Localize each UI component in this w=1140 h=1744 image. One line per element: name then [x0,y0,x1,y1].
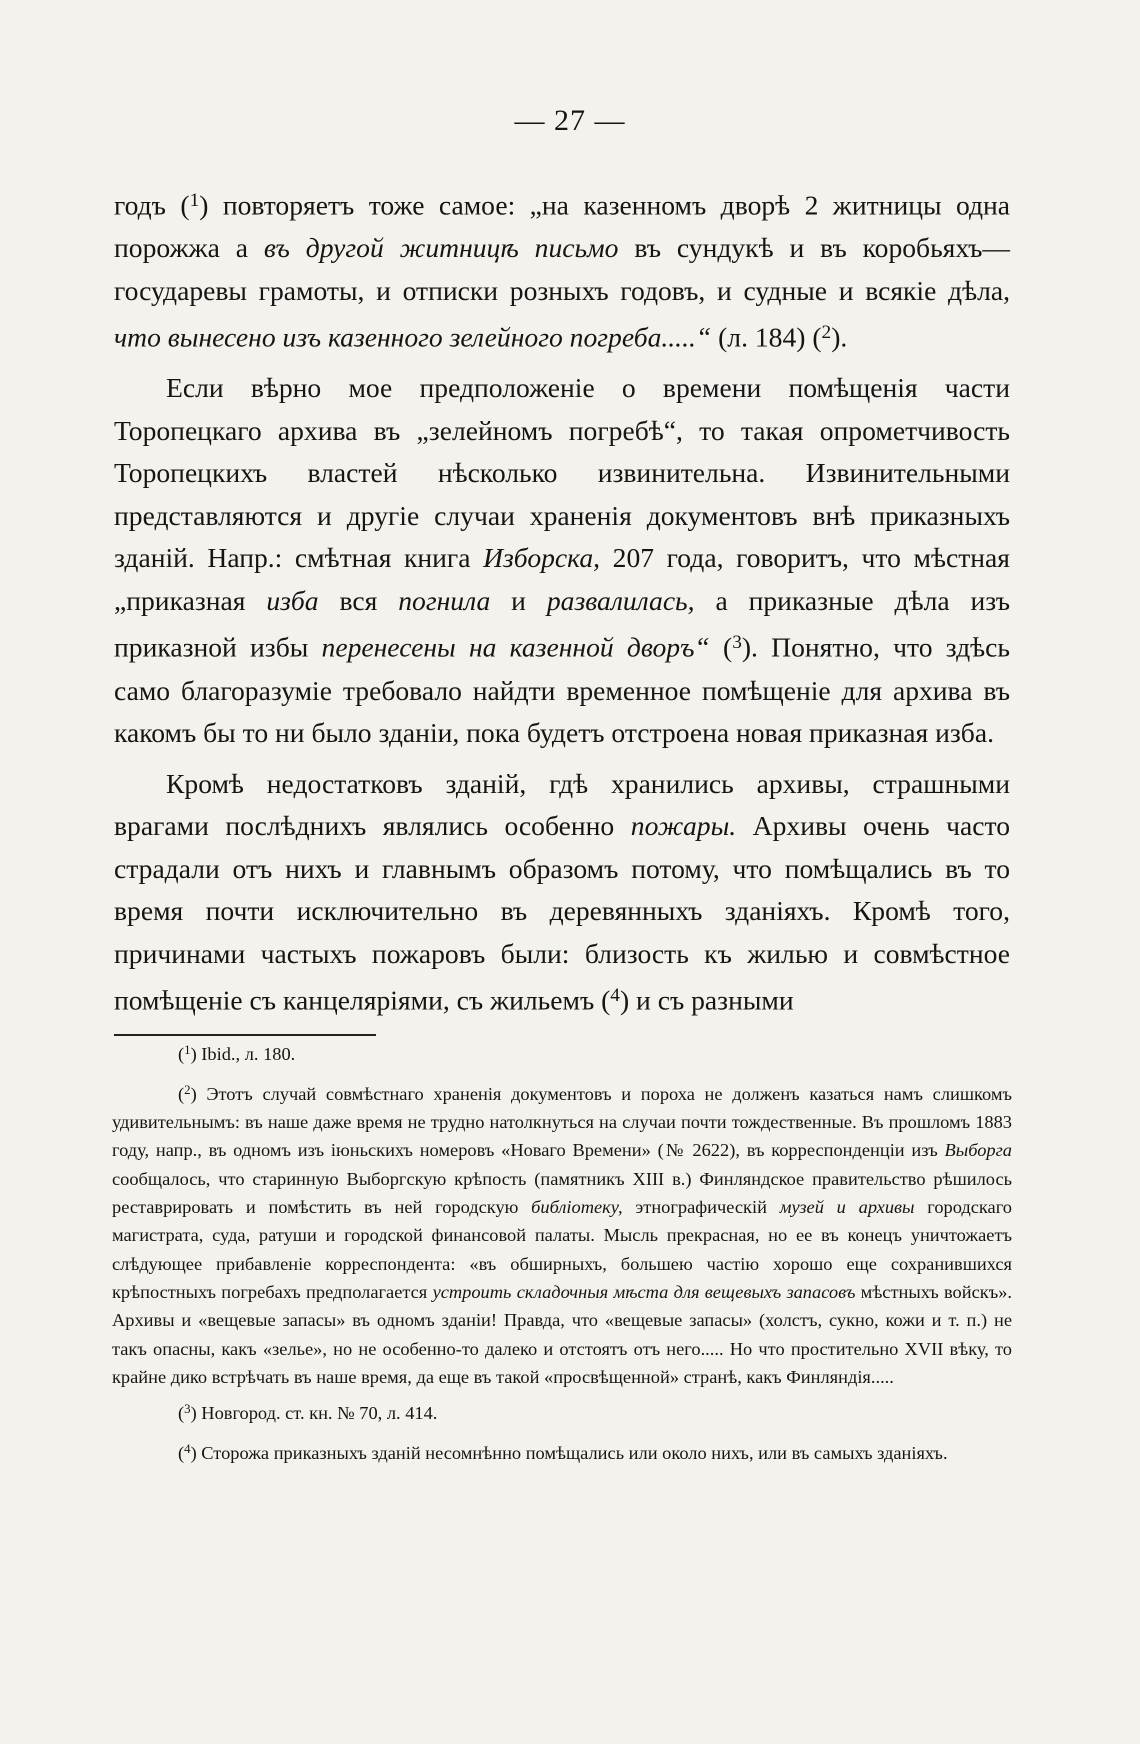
footnote-text: сообщалось, что старинную Выборгскую крѣпость (памятникъ XIII в.) Финляндское правительство рѣшилось реставрировать и помѣстить въ ней городскую [112,1168,1012,1218]
footnote-text: ) Ibid., л. 180. [190,1043,296,1064]
italic-run: библіотеку, [531,1197,623,1218]
italic-run: развалилась, [546,584,695,616]
page-number: — 27 — [514,104,626,137]
text-run: ). [831,321,848,353]
paragraph-archive-storage [114,367,1010,754]
footnote-ref: 3 [732,632,742,654]
footnote-ref: 2 [821,322,832,344]
footnote-ref: 1 [189,190,200,211]
text-run: Если вѣрно мое предположеніе о времени помѣщенія части Торопецкаго архива въ „зелейномъ погребѣ“, то такая опрометчивость Торопецкихъ властей нѣсколько извинительна. Извинительными представляются и другіе случаи храненія документовъ внѣ приказныхъ зданій. Напр.: смѣтная книга [114,372,1010,574]
footnote-text: этнографическій [622,1197,780,1218]
paragraph-fires [114,763,1010,1023]
text-run: Кромѣ недостатковъ зданій, гдѣ хранились архивы, страшными врагами послѣднихъ являлись особенно [114,767,1010,842]
footnote-4: ($^4$) Сторожа приказныхъ зданій несомнѣнно помѣщались или около нихъ, или въ самыхъ зданіяхъ. [178,1442,948,1463]
italic-run: въ другой житницѣ письмо [263,232,619,264]
text-run: Архивы очень часто страдали отъ нихъ и главнымъ образомъ потому, что помѣщались въ то время почти исключительно въ деревянныхъ зданіяхъ. Кромѣ того, причинами частыхъ пожаровъ были: близость къ жилью и совмѣстное помѣщеніе съ канцеляріями, съ жильемъ ( [114,810,1010,1016]
text-run: ) и съ разными [619,984,794,1016]
italic-run: музей и архивы [779,1197,915,1218]
text-run: а приказные дѣла изъ приказной избы [114,584,1010,664]
text-run: (л. 184) ( [711,321,822,353]
footnote-text: мѣстныхъ войскъ». Архивы и «вещевые запасы» въ одномъ зданіи! Правда, что «вещевые запасы» (холстъ, сукно, кожи и т. п.) не такъ опасны, какъ «зелье», но не особенно-то далеко и отстоятъ отъ него..... Но что простительно XVII вѣку, то крайне дико встрѣчать въ наше время, да еще въ такой «просвѣщенной» странѣ, какъ Финляндія..... [112,1281,1012,1387]
footnote-ref: 4 [610,985,620,1007]
footnotes [112,1036,1012,1471]
footnote-1: ($^1$) Ibid., л. 180. [178,1043,296,1064]
footnote-mark: 1 [184,1043,191,1057]
footnote-mark: 4 [184,1442,191,1457]
footnote-mark: 2 [184,1083,191,1098]
text-run: вся [318,584,399,616]
italic-run: что вынесено изъ казенного зелейного погреба.....“ [114,321,712,353]
text-run: въ сундукѣ и въ коробьяхъ—государевы грамоты, и отписки розныхъ годовъ, и судные и всякіе дѣла, [114,232,1010,306]
text-run: и [490,584,547,616]
italic-run: изба [266,584,319,616]
italic-run: устроить складочныя мѣста для вещевыхъ запасовъ [432,1281,856,1302]
italic-run: погнила [398,584,491,616]
text-run: годъ ( [114,189,190,221]
text-run: ) повторяетъ тоже самое: „на казенномъ дворѣ 2 житницы одна порожжа а [114,189,1010,264]
italic-run: Изборска, [483,542,601,574]
italic-run: перенесены на казенной дворъ“ [321,632,710,664]
footnote-text: ) Сторожа приказныхъ зданій несомнѣнно помѣщались или около нихъ, или въ самыхъ зданіяхъ. [190,1442,948,1463]
text-run: ). Понятно, что здѣсь само благоразуміе требовало найдти временное помѣщеніе для архива въ какомъ бы то ни было зданіи, пока будетъ отстроена новая приказная изба. [114,632,1010,749]
footnote-2: ($^2$) Этотъ случай совмѣстнаго храненія документовъ и пороха не долженъ казаться намъ слишкомъ удивительнымъ: въ наше даже время не трудно натолкнуться на случаи почти тождественные. Въ прошломъ 1883 году, напр., въ одномъ изъ іюньскихъ номеровъ «Новаго Времени» (№ 2622), въ корреспонденціи изъ Выборга сообщалось, что старинную Выборгскую крѣпость (памятникъ XIII в.) Финляндское правительство рѣшилось реставрировать и помѣстить въ ней городскую библіотеку, этнографическій музей и архивы городскаго магистрата, суда, ратуши и городской финансовой палаты. Мысль прекрасная, но ее въ конецъ уничтожаетъ слѣдующее прибавленіе корреспондента: «въ обширныхъ, большею частію хорошо еще сохранившихся крѣпостныхъ погребахъ предполагается устроить складочныя мѣста для вещевыхъ запасовъ мѣстныхъ войскъ». Архивы и «вещевые запасы» въ одномъ зданіи! Правда, что «вещевые запасы» (холстъ, сукно, кожи и т. п.) не такъ опасны, какъ «зелье», но не особенно-то далеко и отстоятъ отъ него..... Но что простительно XVII вѣку, то крайне дико встрѣчать въ наше время, да еще въ такой «просвѣщенной» странѣ, какъ Финляндія..... [112,1083,1012,1387]
footnote-text: ) Этотъ случай совмѣстнаго храненія документовъ и пороха не долженъ казаться намъ слишкомъ удивительнымъ: въ наше даже время не трудно натолкнуться на случаи почти тождественные. Въ прошломъ 1883 году, напр., въ одномъ изъ іюньскихъ номеровъ «Новаго Времени» (№ 2622), въ корреспонденціи изъ [112,1083,1012,1161]
footnote-3: ($^3$) Новгород. ст. кн. № 70, л. 414. [178,1402,438,1423]
footnote-mark: 3 [184,1402,191,1417]
text-run: ( [709,632,733,664]
footnote-text: городскаго магистрата, суда, ратуши и городской финансовой палаты. Мысль прекрасная, но ее въ конецъ уничтожаетъ слѣдующее прибавленіе корреспондента: «въ обширныхъ, большею частію хорошо еще сохранившихся крѣпостныхъ погребахъ предполагается [112,1197,1012,1302]
text-run: 207 года, говоритъ, что мѣстная „приказная [114,542,1010,616]
italic-run: Выборга [944,1140,1012,1161]
italic-run: пожары. [630,810,737,842]
footnote-text: ) Новгород. ст. кн. № 70, л. 414. [190,1402,438,1423]
main-text [114,180,1010,1030]
paragraph-continuation [114,180,1010,359]
